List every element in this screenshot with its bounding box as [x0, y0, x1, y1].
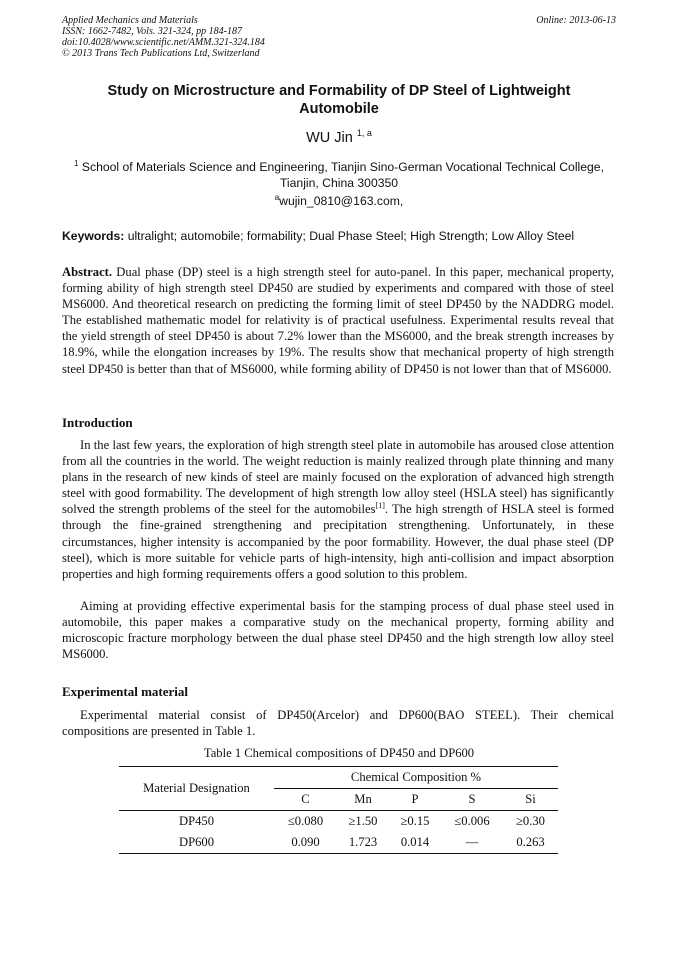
table-caption: Table 1 Chemical compositions of DP450 and DP600	[203, 746, 475, 760]
author-sup: 1, a	[356, 128, 372, 138]
experimental-paragraph: Experimental material consist of DP450(Arcelor) and DP600(BAO STEEL). Their chemical compositions are presented in Table 1.	[62, 708, 614, 739]
table-cell: ≥0.30	[516, 814, 545, 828]
header-element: S	[441, 789, 503, 811]
header-element: Si	[503, 789, 558, 811]
journal-header	[62, 15, 616, 59]
introduction-heading: Introduction	[62, 415, 133, 430]
table-cell: 1.723	[337, 832, 389, 854]
abstract	[62, 264, 614, 377]
table-row	[119, 811, 558, 833]
experimental-heading: Experimental material	[62, 684, 188, 699]
affiliation-sup: 1	[74, 159, 79, 168]
journal-name: Applied Mechanics and Materials	[62, 15, 198, 26]
header-element: P	[389, 789, 441, 811]
online-date: Online: 2013-06-13	[536, 15, 616, 26]
citation-ref: [1]	[375, 501, 385, 511]
affiliation	[62, 156, 616, 191]
table-cell: 0.263	[503, 832, 558, 854]
paper-title	[62, 82, 616, 118]
doi-line: doi:10.4028/www.scientific.net/AMM.321-324.184	[62, 37, 265, 48]
intro-p1-text-a: In the last few years, the exploration of high strength steel plate in automobile has aroused close attention from all the countries in the world. The weight reduction is mainly realized through plate thinning and many plans in the research of new kinds of steel are mainly focused on the exploration of advanced high strength steel with good formability. The development of high strength low alloy steel (HSLA steel) has significantly solved the strength problems of the steel for the automobiles	[62, 438, 614, 517]
introduction-paragraph-2: Aiming at providing effective experimental basis for the stamping process of dual phase steel used in automobile, this paper makes a comparative study on the mechanical property, forming ability and microscopic fracture morphology between the dual phase steel DP450 and the high strength low alloy steel MS6000.	[62, 599, 614, 662]
table-cell: ≤0.006	[454, 814, 490, 828]
title-line-2: Automobile	[299, 101, 379, 117]
keywords	[62, 229, 616, 243]
table-cell: 0.014	[389, 832, 441, 854]
table-cell: ≥1.50	[348, 814, 378, 828]
email-sup: a	[274, 193, 280, 202]
intro-p1-text-b: . The high strength of HSLA steel is formed through the fine-grained strengthening and precipitation strengthening. Unfortunately, in these circumstances, higher intensity is accompanied by the poor formability. However, the dual phase steel (DP steel), which is more suitable for vehicle parts of high-intensity, high anti-collision and impact absorption properties and high forming requirements offers a good solution to this problem.	[62, 502, 614, 581]
email	[62, 193, 616, 208]
composition-table	[119, 766, 558, 854]
abstract-text: Dual phase (DP) steel is a high strength steel for auto-panel. In this paper, mechanical property, forming ability of high strength steel DP450 are studied by experiments and compared with those of steel MS6000. And theoretical research on predicting the forming limit of steel DP450 by the NADDRG model. The established mathematic model for relativity is of practical usefulness. Experimental results reveal that the yield strength of steel DP450 is about 7.2% lower than the MS6000, and the break strength increases by 18.9%, while the elongation increases by 19%. The results show that mechanical property of high strength steel DP450 is better than that of MS6000, while forming ability of DP450 is not lower than that of MS6000.	[62, 265, 614, 376]
title-line-1: Study on Microstructure and Formability of DP Steel of Lightweight	[107, 83, 571, 99]
keywords-text: ultralight; automobile; formability; Dual Phase Steel; High Strength; Low Alloy Steel	[124, 229, 575, 243]
copyright-line: © 2013 Trans Tech Publications Ltd, Switzerland	[62, 48, 260, 59]
abstract-label: Abstract.	[62, 265, 113, 279]
table-cell: ≤0.080	[287, 814, 324, 828]
introduction-paragraph-1	[62, 437, 614, 582]
table-cell: ≥0.15	[400, 814, 430, 828]
keywords-label: Keywords:	[62, 229, 125, 243]
table-cell: —	[441, 832, 503, 854]
row-material: DP450	[179, 814, 214, 828]
header-element: C	[274, 789, 337, 811]
email-address: wujin_0810@163.com,	[279, 194, 404, 209]
header-element: Mn	[337, 789, 389, 811]
affiliation-line-2: Tianjin, China 300350	[279, 176, 399, 191]
affiliation-line-1: School of Materials Science and Engineering, Tianjin Sino-German Vocational Technical College,	[78, 160, 604, 175]
table-row	[119, 832, 558, 854]
author	[62, 128, 616, 146]
header-material-designation: Material Designation	[119, 767, 274, 811]
author-name: WU Jin	[306, 129, 357, 146]
issn-line: ISSN: 1662-7482, Vols. 321-324, pp 184-187	[62, 26, 242, 37]
header-chemical-composition: Chemical Composition %	[274, 767, 558, 789]
table-cell: 0.090	[274, 832, 337, 854]
row-material: DP600	[119, 832, 274, 854]
